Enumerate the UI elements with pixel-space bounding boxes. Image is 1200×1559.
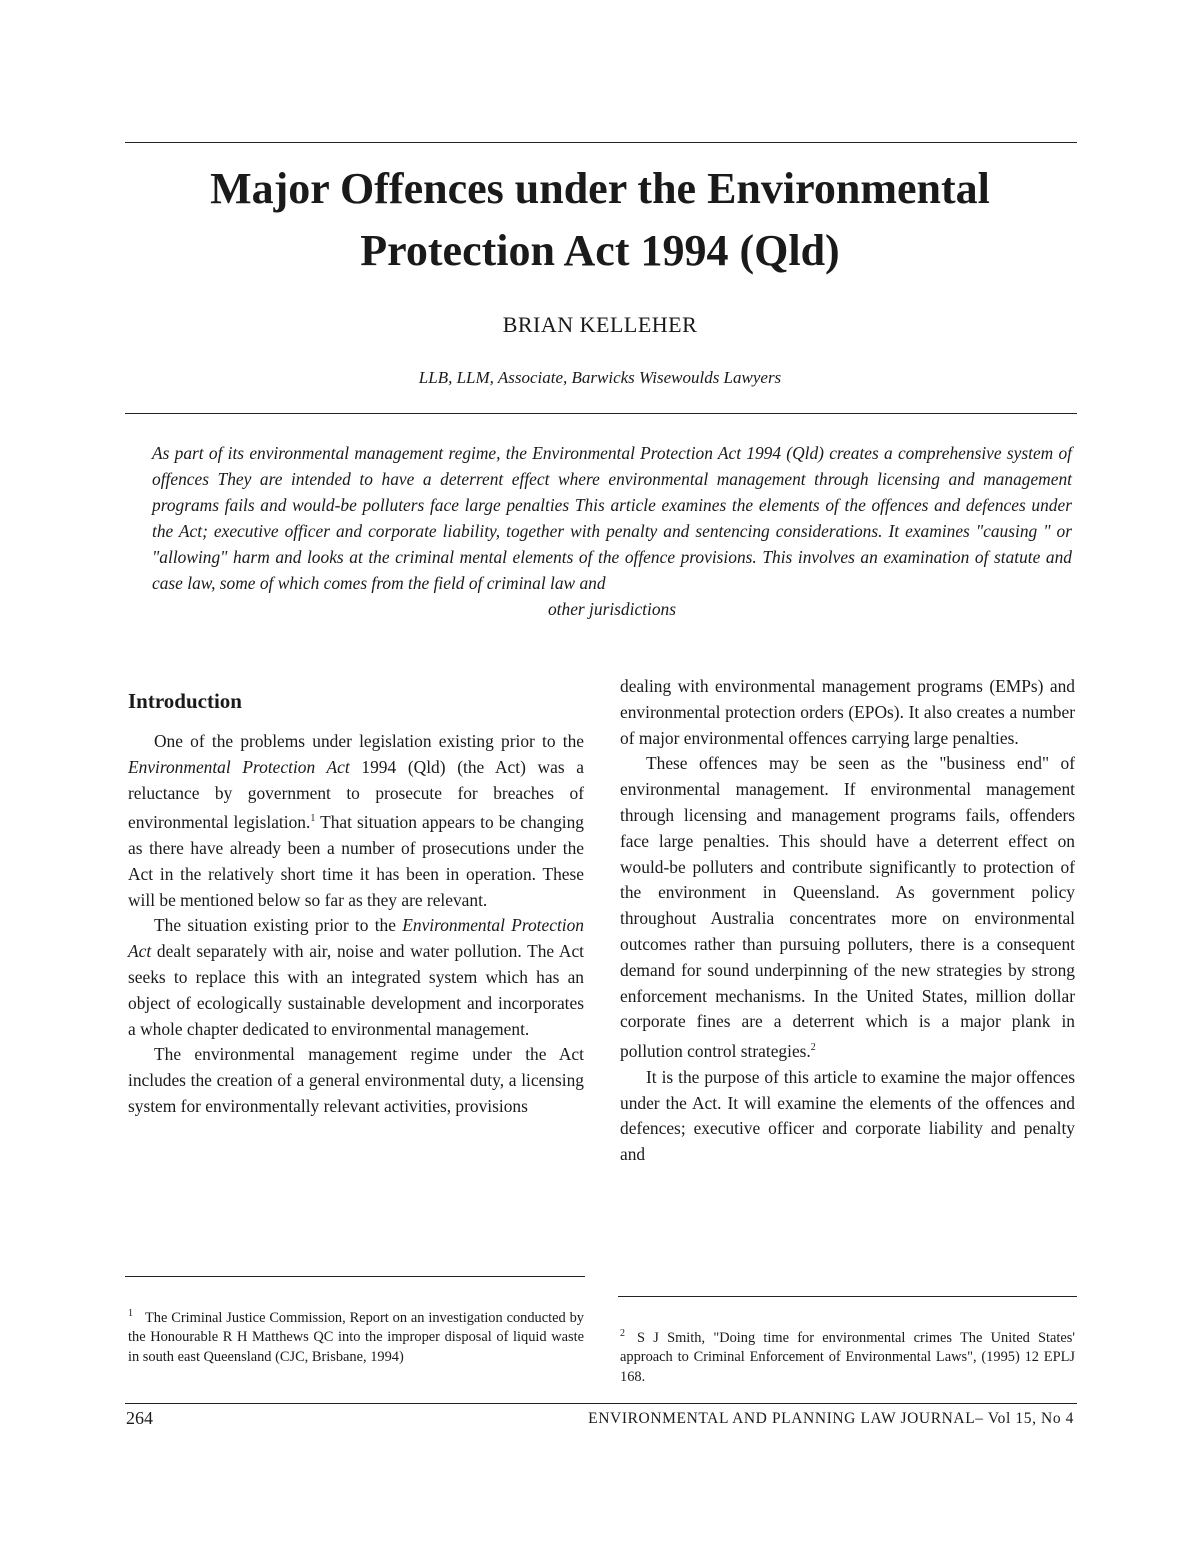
right-column [620,674,1075,1168]
act-title: Environmental Protection Act [128,915,585,962]
footnote-text: The Criminal Justice Commission, Report on an investigation conducted by the Honourable R H Matthews QC into the improper disposal of liquid waste in south east Queensland (CJC, Brisbane, 1994) [128,1309,584,1365]
footnote-1 [128,1304,584,1367]
author-name: BRIAN KELLEHER [502,312,698,337]
section-heading: Introduction [128,689,242,713]
footnote-rule-right [618,1296,1077,1297]
footnote-ref[interactable]: 1 [310,813,316,825]
act-title: Environmental Protection Act [128,756,350,777]
footnote-marker: 1 [128,1308,133,1319]
body-paragraph-1: dealing with environmental management programs (EMPs) and environmental protection orders (EPOs). It also creates a number of major environmental offences carrying large penalties. [620,676,1075,748]
footnote-text: S J Smith, "Doing time for environmental crimes The United States' approach to Criminal Enforcement of Environmental Laws", (1995) 12 EPLJ 168. [620,1329,1075,1385]
page-number: 264 [126,1408,153,1428]
title-line-1: Major Offences under the Environmental [210,164,990,213]
footnote-ref[interactable]: 2 [810,1042,816,1054]
intro-paragraph-2: The situation existing prior to the Environmental Protection Act dealt separately with air, noise and water pollution. The Act seeks to replace this with an integrated system which has an object of ecologically sustainable development and incorporates a whole chapter dedicated to environmental management. [128,915,585,1039]
top-rule [125,142,1077,143]
author-affiliation: LLB, LLM, Associate, Barwicks Wisewoulds Lawyers [418,368,782,387]
footnote-2 [620,1324,1075,1387]
intro-paragraph-3: The environmental management regime under the Act includes the creation of a general environmental duty, a licensing system for environmentally relevant activities, provisions [128,1044,584,1116]
body-paragraph-2: These offences may be seen as the "business end" of environmental management. If environmental management through licensing and management programs fails, offenders face large penalties. This should have a deterrent effect on would-be polluters and contribute significantly to protection of the environment in Queensland. As government policy throughout Australia concentrates more on environmental outcomes rather than pursuing polluters, there is a consequent demand for sound underpinning of the new strategies by strong enforcement mechanisms. In the United States, million dollar corporate fines are a deterrent which is a major plank in pollution control strategies.$^2$ [620,753,1075,1061]
body-paragraph-3: It is the purpose of this article to examine the major offences under the Act. It will examine the elements of the offences and defences; executive officer and corporate liability and penalty and [620,1066,1075,1165]
abstract-body: As part of its environmental management regime, the Environmental Protection Act 1994 (Qld) creates a comprehensive system of offences They are intended to have a deterrent effect where environmental management through licensing and management programs fails and would-be polluters face large penalties This article examines the elements of the offences and defences under the Act; executive officer and corporate liability, together with penalty and sentencing considerations. It examines "causing " or "allowing" harm and looks at the criminal mental elements of the offence provisions. This involves an examination of statute and case law, some of which comes from the field of criminal law and [152,443,1072,593]
abstract-last-line: other jurisdictions [547,599,677,619]
article-title [100,158,1100,282]
footer-rule [125,1403,1077,1404]
title-line-2: Protection Act 1994 (Qld) [360,226,840,275]
abstract-top-rule [125,413,1077,414]
intro-paragraph-1: One of the problems under legislation existing prior to the Environmental Protection Act 1994 (Qld) (the Act) was a reluctance by government to prosecute for breaches of environmental legislation.$^1$ That situation appears to be changing as there have already been a number of prosecutions under the Act in the relatively short time it has been in operation. These will be mentioned below so far as they are relevant. [128,731,584,910]
left-column [128,688,584,1120]
running-head: ENVIRONMENTAL AND PLANNING LAW JOURNAL– Vol 15, No 4 [588,1410,1074,1427]
abstract [152,440,1072,622]
footnote-rule-left [125,1276,585,1277]
footnote-marker: 2 [620,1328,625,1339]
